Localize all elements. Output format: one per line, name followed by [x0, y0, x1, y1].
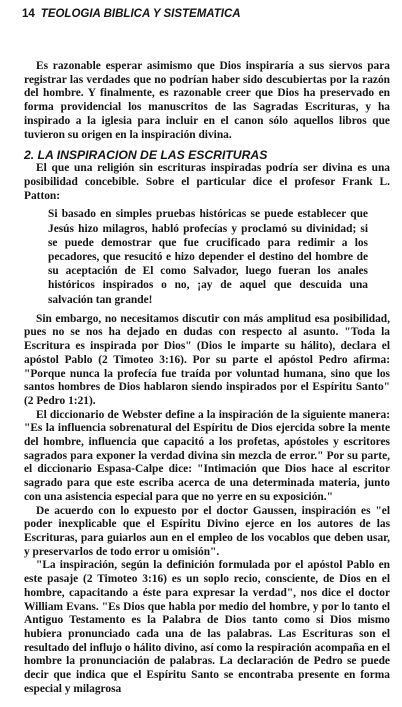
running-header	[22, 8, 392, 20]
paragraph-4: El diccionario de Webster define a la inspiración de la siguiente manera: "Es la influencia sobrenatural del Espíritu de Dios ejercida sobre la mente del hombre, influencia que capacitó a los profetas, apóstoles y escritores sagrados para exponer la verdad divina sin mezcla de error." Por su parte, el diccionario Espasa-Calpe dice: "Intimación que Dios hace al escritor sagrado para que este escriba acerca de una determinada materia, junto con una asistencia especial para que no yerre en su exposición."	[24, 408, 390, 503]
paragraph-1: Es razonable esperar asimismo que Dios inspiraría a sus siervos para registrar las verdades que no podrían haber sido descubiertas por la razón del hombre. Y finalmente, es razonable creer que Dios ha preservado en forma providencial los manuscritos de las Sagradas Escrituras, y ha inspirado a la iglesia para incluir en el canon sólo aquellos libros que tuvieron su origen en la inspiración divina.	[24, 60, 390, 141]
quote-text: Si basado en simples pruebas históricas se puede establecer que Jesús hizo milagros, habló profecías y proclamó su divinidad; si se puede demostrar que fue crucificado para redimir a los pecadores, que resucitó e hizo depender el destino del hombre de su aceptación de El como Salvador, luego fueran los anales históricos inspirados o no, ¡ay de aquel que descuida una salvación tan grande!	[48, 208, 368, 306]
paragraph-6: "La inspiración, según la definición formulada por el apóstol Pablo en este pasaje (2 Timoteo 3:16) es un soplo recio, consciente, de Dios en el hombre, capacitando a éste para expresar la verdad", nos dice el doctor William Evans. "Es Dios que habla por medio del hombre, y por lo tanto el Antiguo Testamento es la Palabra de Dios tanto como si Dios mismo hubiera pronunciado cada una de las palabras. Las Escrituras son el resultado del influjo o hálito divino, así como la respiración acompaña en el hombre la pronunciación de palabras. La declaración de Pedro se puede decir que indica que el Espíritu Santo se encontraba presente en forma especial y milagrosa	[24, 559, 390, 695]
running-title: TEOLOGIA BIBLICA Y SISTEMATICA	[40, 8, 241, 20]
paragraph-2: El que una religión sin escrituras inspiradas podría ser divina es una posibilidad concebible. Sobre el particular dice el profesor Frank L. Patton:	[24, 162, 390, 202]
page-body	[24, 60, 390, 696]
block-quote	[24, 207, 390, 306]
section-heading: 2. LA INSPIRACION DE LAS ESCRITURAS	[24, 148, 268, 163]
paragraph-3: Sin embargo, no necesitamos discutir con más amplitud esa posibilidad, pues no se nos ha dejado en dudas con respecto al asunto. "Toda la Escritura es inspirada por Dios" (Dios le imparte su hálito), declara el apóstol Pablo (2 Timoteo 3:16). Por su parte el apóstol Pedro afirma: "Porque nunca la profecía fue traída por voluntad humana, sino que los santos hombres de Dios hablaron siendo inspirados por el Espíritu Santo" (2 Pedro 1:21).	[24, 312, 390, 407]
page-number: 14	[22, 8, 35, 20]
paragraph-5: De acuerdo con lo expuesto por el doctor Gaussen, inspiración es "el poder inexplicable que el Espíritu Divino ejerce en los autores de las Escrituras, para guiarlos aun en el empleo de los vocablos que deben usar, y preservarlos de todo error u omisión".	[24, 504, 390, 558]
